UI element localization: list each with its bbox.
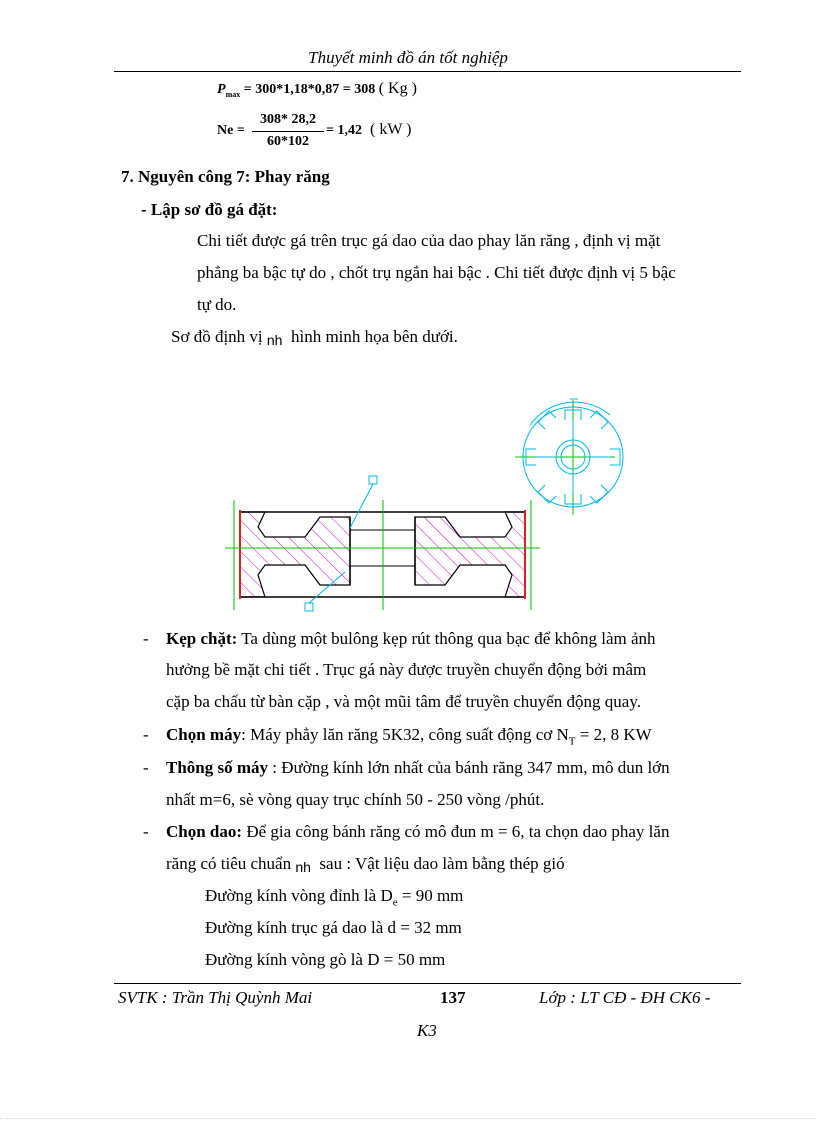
- footer-class: Lớp : LT CĐ - ĐH CK6 -: [539, 988, 711, 1007]
- page-header: Thuyết minh đồ án tốt nghiệp: [308, 48, 508, 67]
- kep-text-1: Ta dùng một bulông kẹp rút thông qua bạc để không làm ảnh: [237, 629, 656, 648]
- footer-rule: [114, 983, 741, 984]
- dao-label: Chọn dao:: [166, 822, 243, 841]
- para1-line3: tự do.: [197, 295, 237, 314]
- spec-line-3: Đường kính vòng gò là D = 50 mm: [205, 950, 446, 969]
- section-heading: 7. Nguyên công 7: Phay răng: [121, 167, 330, 186]
- bullet-dash: -: [143, 822, 149, 841]
- dao-text-2b: sau : Vật liệu dao làm bằng thép gió: [319, 854, 565, 873]
- para1-line2: phẳng ba bậc tự do , chốt trụ ngắn hai bậc . Chi tiết được định vị 5 bậc: [197, 263, 676, 282]
- footer-author: SVTK : Trần Thị Quỳnh Mai: [118, 988, 313, 1007]
- p-expression: = 300*1,18*0,87 = 308: [243, 82, 376, 97]
- may-text: : Máy phẳy lăn răng 5K32, công suất động cơ N: [241, 725, 569, 744]
- may-end: = 2, 8 KW: [575, 725, 652, 744]
- dao-text-1: Để gia công bánh răng có mô đun m = 6, ta chọn dao phay lăn: [242, 822, 670, 841]
- may-sub: T: [568, 735, 576, 748]
- ne-denominator: 60*102: [267, 134, 309, 149]
- spec-line-1: [205, 886, 463, 908]
- section-subheading: - Lập sơ đồ gá đặt:: [141, 200, 278, 219]
- ne-result: = 1,42: [326, 123, 362, 138]
- bullet-thongso-line2: nhất m=6, sè vòng quay trục chính 50 - 250 vòng /phút.: [166, 790, 545, 809]
- bullet-dao-line2: [166, 854, 565, 874]
- page-bottom-border: [0, 1118, 816, 1119]
- dao-text-2a: răng có tiêu chuẩn: [166, 854, 292, 873]
- bullet-kep-line1: [166, 629, 656, 649]
- dao-nh: nh: [295, 859, 311, 875]
- caption-text-b: hình minh họa bên dưới.: [290, 327, 458, 346]
- p-unit: ( Kg ): [378, 80, 417, 97]
- ne-unit: ( kW ): [370, 121, 412, 138]
- bullet-dao-line1: [166, 822, 669, 842]
- footer-class-cont: K3: [417, 1021, 437, 1040]
- spec1-sub: e: [392, 896, 398, 909]
- p-sub: max: [225, 89, 241, 99]
- spec1-value: = 90 mm: [397, 886, 464, 905]
- caption-text-a: Sơ đồ định vị: [171, 327, 263, 346]
- ne-symbol: Ne =: [217, 123, 245, 138]
- para1-line1: Chi tiết được gá trên trục gá dao của dao phay lăn răng , định vị mặt: [197, 231, 661, 250]
- bullet-dash: -: [143, 629, 149, 648]
- may-label: Chọn máy: [166, 725, 242, 744]
- bullet-dash: -: [143, 725, 149, 744]
- thongso-label: Thông số máy: [166, 758, 269, 777]
- footer-page-number: 137: [440, 988, 466, 1007]
- thongso-text-1: : Đường kính lớn nhất của bánh răng 347 mm, mô dun lớn: [268, 758, 670, 777]
- bullet-thongso-line1: [166, 758, 670, 778]
- spec-line-2: Đường kính trục gá dao là d = 32 mm: [205, 918, 462, 937]
- bullet-may: [166, 725, 652, 747]
- ne-numerator: 308* 28,2: [260, 112, 316, 127]
- caption-nh: nh: [266, 332, 283, 348]
- bullet-dash: -: [143, 758, 149, 777]
- bullet-kep-line3: cặp ba chấu từ bàn cặp , và một mũi tâm để truyền chuyển động quay.: [166, 692, 641, 711]
- spec1-text: Đường kính vòng đỉnh là D: [205, 886, 393, 905]
- p-symbol: P: [217, 82, 226, 97]
- kep-label: Kẹp chặt:: [166, 629, 238, 648]
- bullet-kep-line2: hưởng bề mặt chi tiết . Trục gá này được truyền chuyển động bởi mâm: [166, 660, 647, 679]
